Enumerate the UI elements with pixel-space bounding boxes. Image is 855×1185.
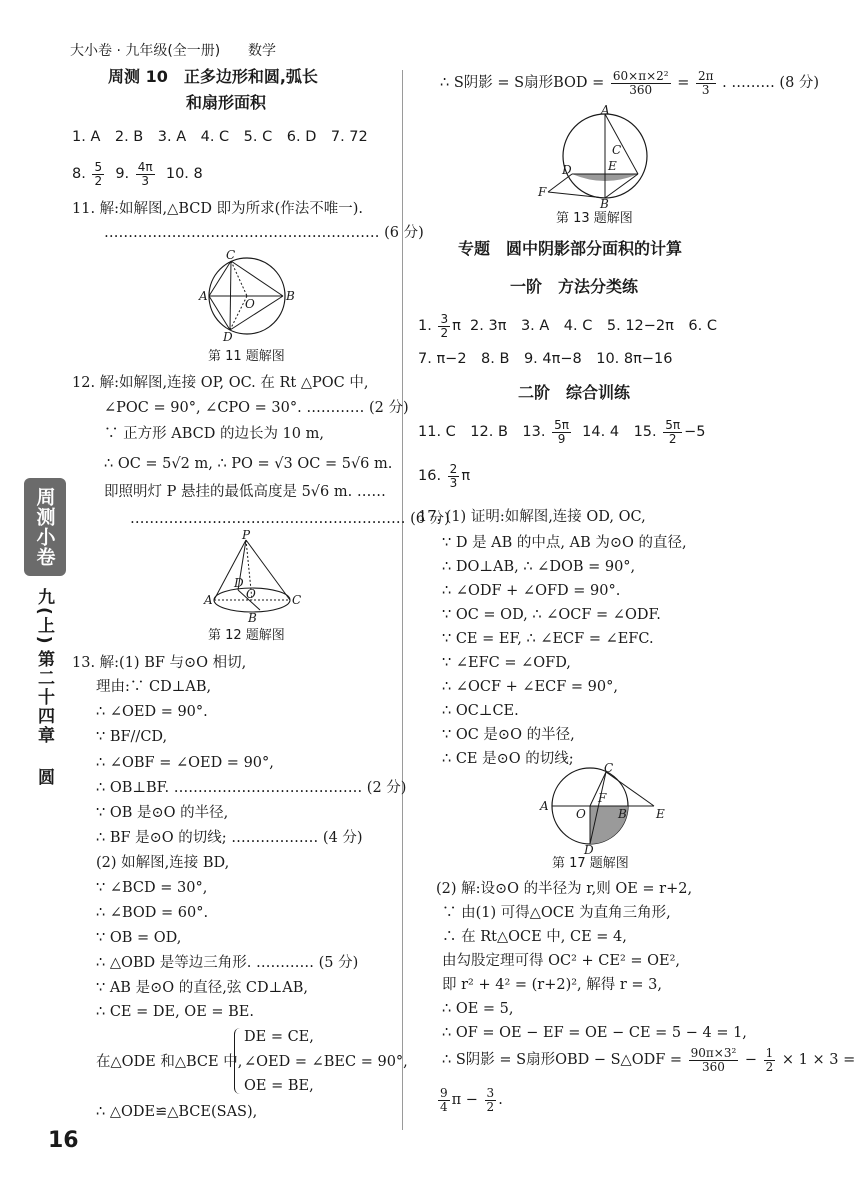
svg-text:D: D (234, 576, 244, 590)
svg-text:B: B (618, 807, 627, 821)
caption-q12: 第 12 题解图 (208, 628, 285, 643)
answers-1-7: 1. A 2. B 3. A 4. C 5. C 6. D 7. 72 (72, 129, 368, 145)
side-tab-topic: 圆 (34, 768, 54, 787)
svg-text:F: F (598, 791, 607, 805)
section-title-line2: 和扇形面积 (186, 93, 267, 112)
q17-line4: ∴ ∠ODF + ∠OFD = 90°. (442, 583, 621, 599)
section-title-line1: 周测 10 正多边形和圆,弧长 (108, 67, 318, 86)
q13-line5: ∴ ∠OBF = ∠OED = 90°, (96, 755, 274, 771)
q17b-line4: 由勾股定理可得 OC² + CE² = OE², (442, 953, 681, 969)
q13-brace-prefix: 在△ODE 和△BCE 中, (96, 1054, 243, 1070)
figure-q13 (530, 103, 660, 211)
q17-line1: 17. (1) 证明:如解图,连接 OD, OC, (418, 509, 646, 525)
label-c: C (226, 248, 236, 262)
q12-line5: 即照明灯 P 悬挂的最低高度是 5√6 m. …… (104, 484, 386, 500)
answers-8-10: 8. $\frac{5}{2}$ 9. $\frac{4\pi}{3}$ 10. 8 (72, 159, 203, 188)
topic-title: 专题 圆中阴影部分面积的计算 (458, 239, 683, 258)
q13-line4: ∵ BF//CD, (96, 729, 168, 745)
q13-brace-3: OE = BE, (244, 1078, 314, 1094)
label-a: A (199, 289, 208, 303)
answers-7-10: 7. π−2 8. B 9. 4π−8 10. 8π−16 (418, 351, 673, 367)
svg-text:C: C (292, 593, 302, 607)
q17-line5: ∵ OC = OD, ∴ ∠OCF = ∠ODF. (442, 607, 661, 623)
q13-area-formula: ∴ S阴影 = S扇形BOD = $\frac{\text{60×π×2²}}{360}$ = $\frac{2\pi}{3}$ . ……… (8 分) (440, 68, 820, 97)
q12-line3: ∵ 正方形 ABCD 的边长为 10 m, (104, 426, 324, 442)
q13-last: ∴ △ODE≌△BCE(SAS), (96, 1104, 258, 1120)
header-book: 大小卷 · 九年级(全一册) (70, 43, 221, 59)
q17-line8: ∴ ∠OCF + ∠ECF = 90°, (442, 679, 618, 695)
caption-q13: 第 13 题解图 (556, 211, 633, 226)
q17-line11: ∴ CE 是⊙O 的切线; (442, 751, 574, 767)
q17b-line3: ∴ 在 Rt△OCE 中, CE = 4, (442, 929, 627, 945)
q13-line13: ∴ △OBD 是等边三角形. ………… (5 分) (96, 955, 359, 971)
q17-line10: ∵ OC 是⊙O 的半径, (442, 727, 575, 743)
svg-text:D: D (562, 163, 572, 177)
q17-line6: ∵ CE = EF, ∴ ∠ECF = ∠EFC. (442, 631, 654, 647)
q11-line2: ………………………………………………… (6 分) (104, 225, 424, 241)
q13-line9: (2) 如解图,连接 BD, (96, 855, 230, 871)
svg-text:C: C (604, 761, 614, 775)
side-tab-grade: 九(上) (34, 588, 54, 646)
answers-1-6: 1. $\frac{3}{2}$ π 2. 3π 3. A 4. C 5. 12−2π 6. C (418, 311, 717, 340)
level1-title: 一阶 方法分类练 (510, 277, 639, 296)
q17-line2: ∵ D 是 AB 的中点, AB 为⊙O 的直径, (442, 535, 687, 551)
svg-text:O: O (246, 587, 256, 601)
q13-line8: ∴ BF 是⊙O 的切线; ……………… (4 分) (96, 830, 363, 846)
level2-title: 二阶 综合训练 (518, 383, 631, 402)
svg-text:A: A (601, 103, 610, 117)
q17-final-result: $\frac{9}{4}$ π − $\frac{3}{2}$ . (440, 1085, 503, 1114)
svg-text:E: E (656, 807, 665, 821)
label-o: O (245, 297, 255, 311)
q17b-line6: ∴ OE = 5, (442, 1001, 514, 1017)
q13-line12: ∵ OB = OD, (96, 930, 182, 946)
caption-q17: 第 17 题解图 (552, 856, 629, 871)
figure-q11 (195, 248, 305, 343)
q17-line7: ∵ ∠EFC = ∠OFD, (442, 655, 571, 671)
q11-line1: 11. 解:如解图,△BCD 即为所求(作法不唯一). (72, 201, 363, 217)
svg-text:B: B (600, 197, 609, 211)
caption-q11: 第 11 题解图 (208, 349, 285, 364)
label-d: D (223, 330, 233, 344)
q13-line11: ∴ ∠BOD = 60°. (96, 905, 209, 921)
figure-q17 (532, 761, 672, 857)
header-subject: 数学 (248, 43, 276, 59)
q17b-line1: (2) 解:设⊙O 的半径为 r,则 OE = r+2, (436, 881, 693, 897)
brace (234, 1028, 243, 1094)
page-number: 16 (48, 1128, 79, 1153)
svg-text:O: O (576, 807, 586, 821)
q13-line10: ∵ ∠BCD = 30°, (96, 880, 208, 896)
q13-line3: ∴ ∠OED = 90°. (96, 704, 208, 720)
svg-text:F: F (538, 185, 547, 199)
svg-text:A: A (204, 593, 213, 607)
svg-text:C: C (612, 143, 622, 157)
svg-text:A: A (540, 799, 549, 813)
q13-line1: 13. 解:(1) BF 与⊙O 相切, (72, 655, 247, 671)
q12-line6: ………………………………………………… (6 分) (130, 511, 450, 527)
svg-text:P: P (242, 528, 251, 542)
q13-line7: ∵ OB 是⊙O 的半径, (96, 805, 229, 821)
q13-line14: ∵ AB 是⊙O 的直径,弦 CD⊥AB, (96, 980, 309, 996)
q13-line6: ∴ OB⊥BF. ………………………………… (2 分) (96, 780, 407, 796)
svg-text:B: B (248, 611, 257, 625)
q17-line9: ∴ OC⊥CE. (442, 703, 519, 719)
svg-text:D: D (584, 843, 594, 857)
q13-line2: 理由:∵ CD⊥AB, (96, 679, 212, 695)
q17b-line7: ∴ OF = OE − EF = OE − CE = 5 − 4 = 1, (442, 1025, 747, 1041)
side-tab-chapter: 第二十四章 (34, 650, 54, 745)
answer-16: 16. $\frac{2}{3}$ π (418, 461, 471, 490)
answers-11-15: 11. C 12. B 13. $\frac{5\pi}{9}$ 14. 4 15. $\frac{5\pi}{2}$ −5 (418, 417, 706, 446)
q17-final-formula: ∴ S阴影 = S扇形OBD − S△ODF = $\frac{\text{90π×3²}}{360}$ − $\frac{1}{2}$ × 1 × 3 = (442, 1045, 855, 1074)
q13-brace-2: ∠OED = ∠BEC = 90°, (244, 1054, 408, 1070)
side-tab-label: 周测小卷 (24, 478, 66, 576)
figure-q12 (200, 528, 302, 625)
label-b: B (286, 289, 295, 303)
q13-brace-1: DE = CE, (244, 1029, 314, 1045)
svg-text:E: E (608, 159, 617, 173)
q12-line4: ∴ OC = 5√2 m, ∴ PO = √3 OC = 5√6 m. (104, 456, 393, 472)
q17b-line5: 即 r² + 4² = (r+2)², 解得 r = 3, (442, 977, 663, 993)
q17-line3: ∴ DO⊥AB, ∴ ∠DOB = 90°, (442, 559, 636, 575)
q12-line1: 12. 解:如解图,连接 OP, OC. 在 Rt △POC 中, (72, 375, 369, 391)
q13-line15: ∴ CE = DE, OE = BE. (96, 1004, 254, 1020)
q17b-line2: ∵ 由(1) 可得△OCE 为直角三角形, (442, 905, 671, 921)
q12-line2: ∠POC = 90°, ∠CPO = 30°. ………… (2 分) (104, 400, 409, 416)
